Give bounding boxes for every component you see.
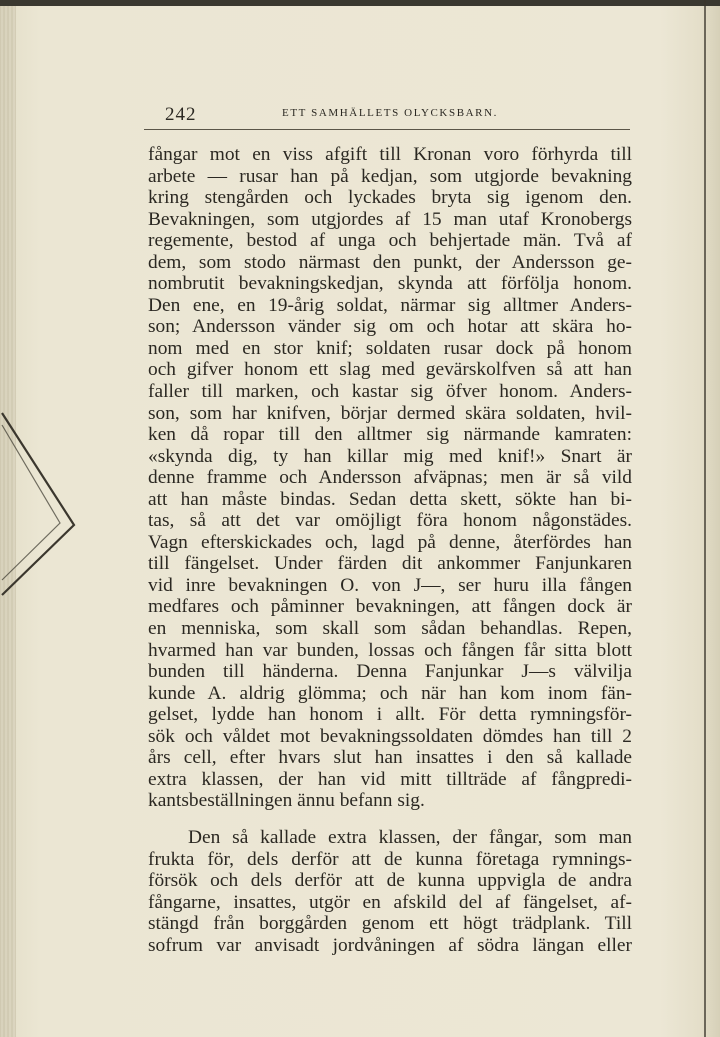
paragraph-2 <box>148 827 632 956</box>
text-line: nombrutit bevakningskedjan, skynda att förfölja honom. <box>148 273 632 295</box>
text-line: ken då ropar till den alltmer sig närmande kamraten: <box>148 424 632 446</box>
paragraph-1 <box>148 144 632 812</box>
text-line: faller till marken, och kastar sig öfver honom. Anders- <box>148 381 632 403</box>
text-line: medfares och påminner bevakningen, att fången dock är <box>148 596 632 618</box>
text-line: hvarmed han var bunden, lossas och fången får sitta blott <box>148 639 632 661</box>
page-number: 242 <box>165 104 197 125</box>
text-line: sök och våldet mot bevakningssoldaten dömdes han till 2 <box>148 725 632 747</box>
margin-bracket-mark <box>0 405 80 605</box>
text-line: denne framme och Andersson afväpnas; men är så vild <box>148 467 632 489</box>
text-line: tas, så att det var omöjligt föra honom någonstädes. <box>148 510 632 532</box>
text-line: nom med en stor knif; soldaten rusar dock på honom <box>148 337 632 359</box>
text-line: att han måste bindas. Sedan detta skett, sökte han bi- <box>148 488 632 510</box>
text-line: och gifver honom ett slag med gevärskolfven så att han <box>148 359 632 381</box>
text-line: fångarne, insattes, utgör en afskild del af fängelset, af- <box>148 891 632 913</box>
text-line: frukta för, dels derför att de kunna företaga rymnings- <box>148 848 632 870</box>
text-line: försök och dels derför att de kunna uppvigla de andra <box>148 870 632 892</box>
text-line: sofrum var anvisadt jordvåningen af södra längan eller <box>148 934 632 956</box>
text-line: Den ene, en 19-årig soldat, närmar sig alltmer Anders- <box>148 294 632 316</box>
text-line: kunde A. aldrig glömma; och när han kom inom fän- <box>148 682 632 704</box>
text-line: stängd från borggården genom ett högt trädplank. Till <box>148 913 632 935</box>
text-line: son; Andersson vänder sig om och hotar att skära ho- <box>148 316 632 338</box>
paragraph-gap <box>148 812 632 827</box>
page-header <box>144 104 630 130</box>
text-line: en menniska, som skall som sådan behandlas. Repen, <box>148 618 632 640</box>
text-line: till fängelset. Under färden dit ankommer Fanjunkaren <box>148 553 632 575</box>
text-line: regemente, bestod af unga och behjertade män. Två af <box>148 230 632 252</box>
text-line: kring stengården och lyckades bryta sig igenom den. <box>148 187 632 209</box>
text-line: son, som har knifven, börjar dermed skära soldaten, hvil- <box>148 402 632 424</box>
header-rule <box>144 129 630 130</box>
text-line: arbete — rusar han på kedjan, som utgjorde bevakning <box>148 165 632 187</box>
top-edge-band <box>0 0 720 6</box>
text-line: extra klassen, der han vid mitt tillträde af fångpredi- <box>148 768 632 790</box>
text-line: års cell, efter hvars slut han insattes i den så kallade <box>148 747 632 769</box>
running-head: ETT SAMHÄLLETS OLYCKSBARN. <box>282 107 498 119</box>
text-line: vid inre bevakningen O. von J—, ser huru illa fången <box>148 574 632 596</box>
text-line: «skynda dig, ty han killar mig med knif!» Snart är <box>148 445 632 467</box>
text-line: Vagn efterskickades och, lagd på denne, återfördes han <box>148 531 632 553</box>
text-line: Bevakningen, som utgjordes af 15 man utaf Kronobergs <box>148 208 632 230</box>
text-line: dem, som stodo närmast den punkt, der Andersson ge- <box>148 251 632 273</box>
text-line: fångar mot en viss afgift till Kronan voro förhyrda till <box>148 144 632 165</box>
text-line: gelset, lydde han honom i allt. För detta rymningsför- <box>148 704 632 726</box>
text-line: bunden till händerna. Denna Fanjunkar J—s välvilja <box>148 661 632 683</box>
text-line: kantsbeställningen ännu befann sig. <box>148 790 425 812</box>
right-edge-line <box>704 0 706 1037</box>
body-text <box>148 144 632 956</box>
text-line: Den så kallade extra klassen, der fångar, som man <box>188 826 632 848</box>
